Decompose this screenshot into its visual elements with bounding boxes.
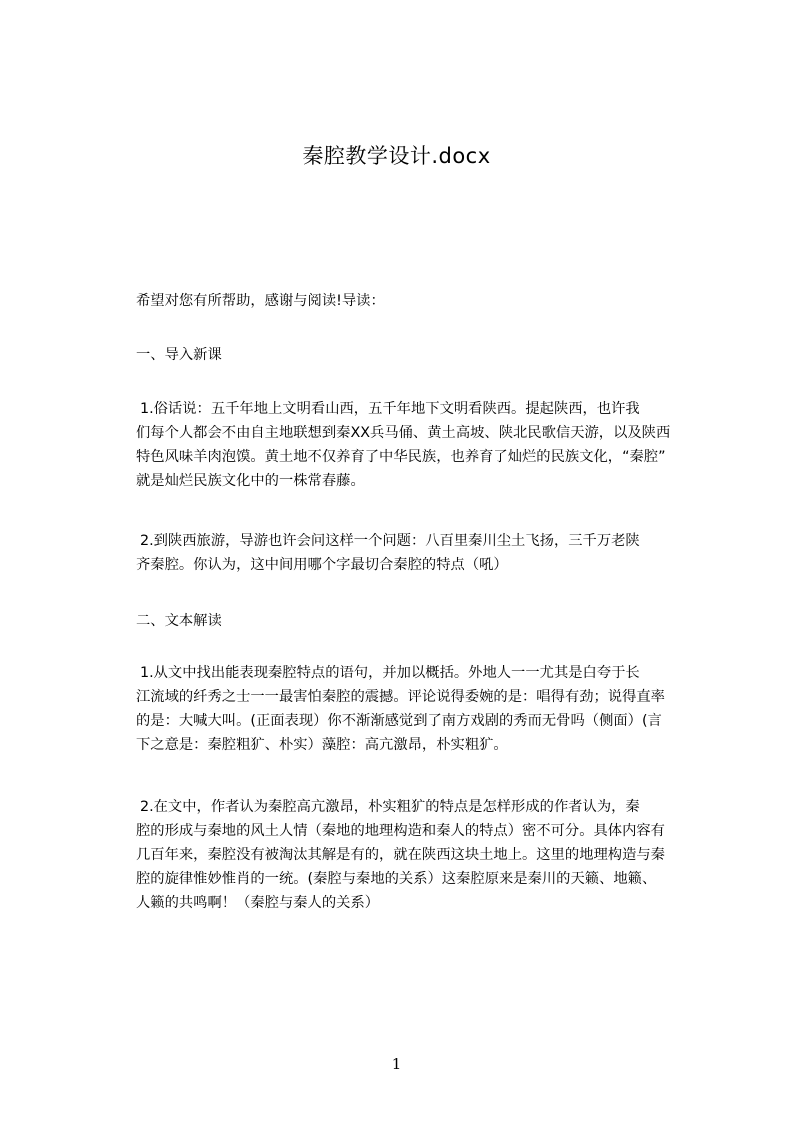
page-number: 1 — [391, 1055, 402, 1073]
text-line: 1.俗话说：五千年地上文明看山西，五千年地下文明看陕西。提起陕西，也许我 — [140, 401, 640, 417]
text-line: 江流域的纤秀之士一一最害怕秦腔的震撼。评论说得委婉的是：唱得有劲；说得直率 — [136, 689, 665, 705]
section-heading-intro: 一、导入新课 — [136, 347, 222, 363]
text-line: 就是灿烂民族文化中的一株常春藤。 — [136, 473, 365, 489]
text-line: 人籁的共鸣啊！（秦腔与秦人的关系） — [136, 895, 380, 911]
text-line: 腔的形成与秦地的风土人情（秦地的地理构造和秦人的特点）密不可分。具体内容有 — [136, 823, 665, 839]
text-line: 特色风味羊肉泡馍。黄土地不仅养育了中华民族，也养育了灿烂的民族文化，“秦腔” — [136, 449, 666, 465]
text-line: 2.在文中，作者认为秦腔高亢激昂，朴实粗犷的特点是怎样形成的作者认为，秦 — [140, 799, 640, 815]
text-line: 的是：大喊大叫。(正面表现）你不渐渐感觉到了南方戏剧的秀而无骨吗（侧面）(言 — [136, 713, 662, 729]
paragraph-1-2 — [136, 529, 699, 577]
paragraph-1-1 — [136, 397, 699, 493]
text-line: 齐秦腔。你认为，这中间用哪个字最切合秦腔的特点（吼） — [136, 557, 508, 573]
intro-paragraph: 希望对您有所帮助，感谢与阅读!导读： — [136, 293, 385, 309]
text-line: 下之意是：秦腔粗犷、朴实）藻腔：高亢激昂，朴实粗犷。 — [136, 737, 508, 753]
text-line: 几百年来，秦腔没有被淘汰其解是有的，就在陕西这块土地上。这里的地理构造与秦 — [136, 847, 665, 863]
paragraph-2-2 — [136, 795, 699, 915]
document-title: 秦腔教学设计.docx — [302, 144, 491, 168]
text-line: 1.从文中找出能表现秦腔特点的语句，并加以概括。外地人一一尤其是白夸于长 — [140, 665, 640, 681]
text-line: 腔的旋律惟妙惟肖的一统。(秦腔与秦地的关系）这秦腔原来是秦川的天籁、地籁、 — [136, 871, 657, 887]
text-line: 们每个人都会不由自主地联想到秦XX兵马俑、黄土高坡、陕北民歌信天游，以及陕西 — [136, 425, 671, 441]
text-line: 2.到陕西旅游，导游也许会问这样一个问题：八百里秦川尘土飞扬，三千万老陕 — [140, 533, 640, 549]
section-heading-text-reading: 二、文本解读 — [136, 613, 222, 629]
paragraph-2-1 — [136, 661, 699, 757]
